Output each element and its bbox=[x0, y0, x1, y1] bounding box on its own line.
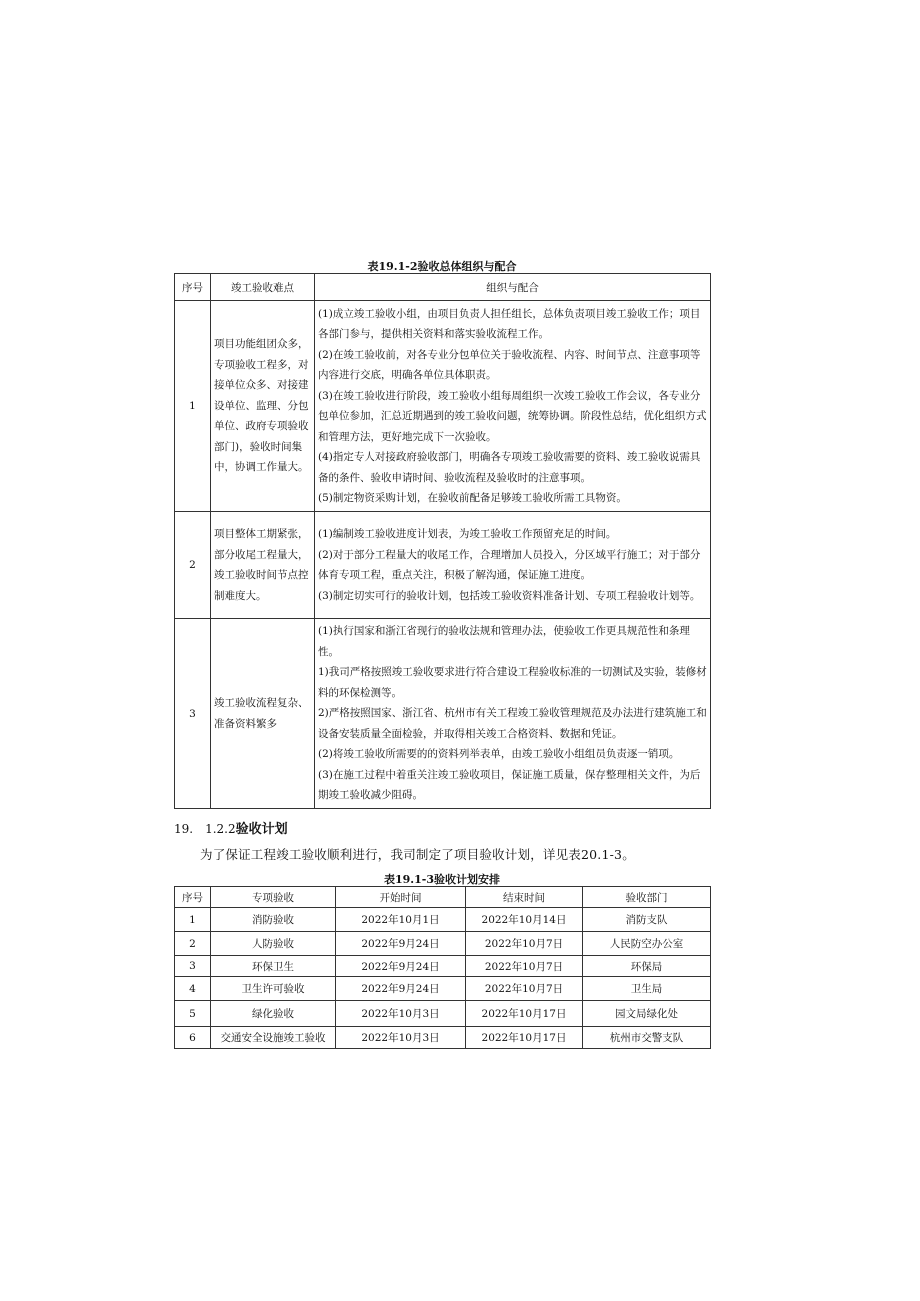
measure-item: (2)将竣工验收所需要的的资料列举表单，由竣工验收小组组员负责逐一销项。 bbox=[318, 748, 680, 761]
acceptance-schedule-table bbox=[174, 886, 711, 1049]
measure-item: 1)我司严格按照竣工验收要求进行符合建设工程验收标准的一切测试及实验，装修材料的环保检测等。 bbox=[318, 666, 707, 699]
table-row bbox=[175, 908, 711, 932]
table1-header-measures: 组织与配合 bbox=[315, 274, 711, 301]
table2-header-index: 序号 bbox=[175, 887, 211, 908]
row-measures bbox=[315, 619, 711, 809]
table2-header-start: 开始时间 bbox=[336, 887, 466, 908]
row-difficulty: 项目整体工期紧张，部分收尾工程量大，竣工验收时间节点控制难度大。 bbox=[211, 512, 315, 619]
row-measures bbox=[315, 301, 711, 512]
row-difficulty: 项目功能组团众多，专项验收工程多，对接单位众多、对接建设单位、监理、分包单位、政府专项验收部门)，验收时间集中，协调工作量大。 bbox=[211, 301, 315, 512]
section-number: 19. 1.2.2 bbox=[174, 822, 236, 836]
table-row bbox=[175, 301, 711, 512]
measure-item: (2)对于部分工程量大的收尾工作，合理增加人员投入，分区域平行施工；对于部分体育专项工程，重点关注，积极了解沟通，保证施工进度。 bbox=[318, 548, 701, 581]
table-row bbox=[175, 1027, 711, 1049]
measure-item: (3)制定切实可行的验收计划，包括竣工验收资料准备计划、专项工程验收计划等。 bbox=[318, 589, 701, 602]
cell-index: 2 bbox=[175, 932, 211, 956]
table2-header-end: 结束时间 bbox=[466, 887, 583, 908]
cell-item: 交通安全设施竣工验收 bbox=[211, 1027, 336, 1049]
table-row bbox=[175, 619, 711, 809]
cell-item: 消防验收 bbox=[211, 908, 336, 932]
row-index: 2 bbox=[175, 512, 211, 619]
cell-start: 2022年9月24日 bbox=[336, 956, 466, 977]
cell-end: 2022年10月14日 bbox=[466, 908, 583, 932]
cell-end: 2022年10月17日 bbox=[466, 1027, 583, 1049]
cell-index: 5 bbox=[175, 1001, 211, 1027]
acceptance-organization-table bbox=[174, 273, 711, 809]
row-measures bbox=[315, 512, 711, 619]
cell-item: 卫生许可验收 bbox=[211, 977, 336, 1001]
measure-item: (3)在施工过程中着重关注竣工验收项目，保证施工质量，保存整理相关文件，为后期竣工验收减少阻碍。 bbox=[318, 768, 701, 802]
section-heading bbox=[174, 818, 288, 837]
row-index: 3 bbox=[175, 619, 211, 809]
table-row bbox=[175, 977, 711, 1001]
cell-start: 2022年10月3日 bbox=[336, 1027, 466, 1049]
cell-start: 2022年9月24日 bbox=[336, 977, 466, 1001]
cell-start: 2022年9月24日 bbox=[336, 932, 466, 956]
table1-caption: 表19.1-2验收总体组织与配合 bbox=[367, 260, 517, 273]
table1-header-difficulty: 竣工验收难点 bbox=[211, 274, 315, 301]
cell-item: 人防验收 bbox=[211, 932, 336, 956]
cell-department: 人民防空办公室 bbox=[583, 932, 711, 956]
cell-department: 卫生局 bbox=[583, 977, 711, 1001]
cell-department: 消防支队 bbox=[583, 908, 711, 932]
cell-end: 2022年10月17日 bbox=[466, 1001, 583, 1027]
cell-index: 4 bbox=[175, 977, 211, 1001]
cell-department: 环保局 bbox=[583, 956, 711, 977]
table1-header-index: 序号 bbox=[175, 274, 211, 301]
measure-item: (4)指定专人对接政府验收部门，明确各专项竣工验收需要的资料、竣工验收说需具备的条件、验收申请时间、验收流程及验收时的注意事项。 bbox=[318, 451, 701, 484]
table2-header-item: 专项验收 bbox=[211, 887, 336, 908]
table2-header-row bbox=[175, 887, 711, 908]
table-row bbox=[175, 932, 711, 956]
cell-index: 6 bbox=[175, 1027, 211, 1049]
cell-end: 2022年10月7日 bbox=[466, 932, 583, 956]
measure-item: 2)严格按照国家、浙江省、杭州市有关工程竣工验收管理规范及办法进行建筑施工和设备安装质量全面检验，并取得相关竣工合格资料、数据和凭证。 bbox=[318, 707, 707, 740]
measure-item: (1)成立竣工验收小组，由项目负责人担任组长，总体负责项目竣工验收工作；项目各部门参与，提供相关资料和落实验收流程工作。 bbox=[318, 307, 701, 340]
measure-item: (2)在竣工验收前，对各专业分包单位关于验收流程、内容、时间节点、注意事项等内容进行交底，明确各单位具体职责。 bbox=[318, 348, 701, 381]
cell-index: 3 bbox=[175, 956, 211, 977]
table-row bbox=[175, 512, 711, 619]
cell-end: 2022年10月7日 bbox=[466, 977, 583, 1001]
row-index: 1 bbox=[175, 301, 211, 512]
measure-item: (1)编制竣工验收进度计划表，为竣工验收工作预留充足的时间。 bbox=[318, 528, 617, 540]
cell-item: 绿化验收 bbox=[211, 1001, 336, 1027]
cell-item: 环保卫生 bbox=[211, 956, 336, 977]
cell-start: 2022年10月1日 bbox=[336, 908, 466, 932]
table-row bbox=[175, 1001, 711, 1027]
cell-end: 2022年10月7日 bbox=[466, 956, 583, 977]
table1-header-row bbox=[175, 274, 711, 301]
table2-header-department: 验收部门 bbox=[583, 887, 711, 908]
cell-department: 园文局绿化处 bbox=[583, 1001, 711, 1027]
section-paragraph: 为了保证工程竣工验收顺利进行，我司制定了项目验收计划，详见表20.1-3。 bbox=[200, 847, 635, 862]
row-difficulty: 竣工验收流程复杂、准备资料繁多 bbox=[211, 619, 315, 809]
measure-item: (3)在竣工验收进行阶段，竣工验收小组每周组织一次竣工验收工作会议，各专业分包单位参加，汇总近期遇到的竣工验收问题，统筹协调。阶段性总结，优化组织方式和管理方法，更好地完成下一次验收。 bbox=[318, 389, 707, 443]
measure-item: (1)执行国家和浙江省现行的验收法规和管理办法，使验收工作更具规范性和条理性。 bbox=[318, 625, 690, 658]
cell-start: 2022年10月3日 bbox=[336, 1001, 466, 1027]
table2-caption: 表19.1-3验收计划安排 bbox=[383, 873, 500, 886]
table-row bbox=[175, 956, 711, 977]
cell-department: 杭州市交警支队 bbox=[583, 1027, 711, 1049]
measure-item: (5)制定物资采购计划，在验收前配备足够竣工验收所需工具物资。 bbox=[318, 492, 627, 504]
section-title: 验收计划 bbox=[235, 822, 288, 837]
cell-index: 1 bbox=[175, 908, 211, 932]
